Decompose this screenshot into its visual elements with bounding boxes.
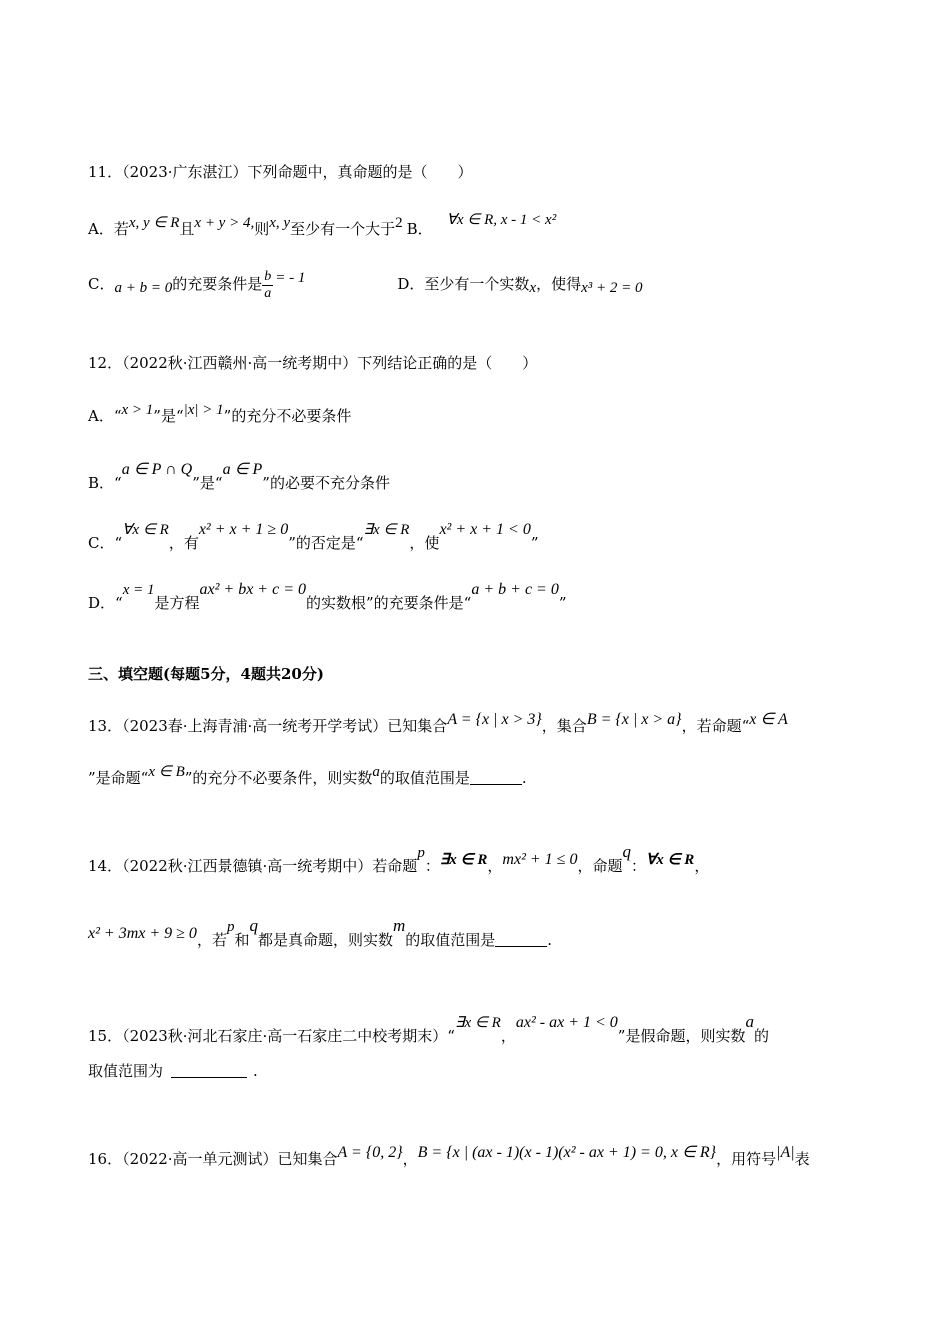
- q11-c-math-2: = - 1: [275, 270, 306, 286]
- q11-a-math-3: x, y: [269, 215, 291, 231]
- q11-a-text-2: 则: [254, 220, 270, 238]
- q12-d-text-1: 是方程: [154, 594, 200, 612]
- q13-math-x-in-a: x ∈ A: [749, 711, 788, 728]
- q15-text-6: .: [253, 1062, 258, 1080]
- q15-answer-blank[interactable]: [171, 1077, 247, 1078]
- q11-a-math-4: 2: [395, 215, 403, 231]
- q11-option-a-label: A．若: [88, 220, 129, 238]
- q16-text-1: 16．（2022·高一单元测试）已知集合: [88, 1150, 338, 1168]
- q12-c-text-4: ”: [530, 534, 539, 552]
- q12-b-math-1: a ∈ P ∩ Q: [121, 461, 193, 478]
- q14-line-2: [88, 916, 858, 950]
- q12-c-text-2: ”的否定是“: [288, 534, 364, 552]
- q12-b-text-1: ”是“: [192, 474, 223, 492]
- q14-text-11: .: [547, 931, 553, 949]
- q12-option-c: [88, 520, 858, 553]
- q15-math-exists: ∃x ∈ R: [454, 1015, 501, 1031]
- q12-c-math-2: x² + x + 1 ≥ 0: [198, 521, 289, 538]
- q12-option-b: [88, 460, 858, 493]
- q12-d-math-2: ax² + bx + c = 0: [199, 581, 306, 598]
- q12-a-math-2: |x| > 1: [183, 402, 224, 418]
- q11-c-denominator: a: [264, 285, 272, 301]
- q12-option-d: [88, 580, 858, 613]
- q14-math-quadratic: x² + 3mx + 9 ≥ 0: [88, 925, 197, 942]
- q14-text-5: ：: [630, 857, 646, 875]
- q13-text-6: 的取值范围是: [379, 769, 470, 787]
- q16-math-card-a: |A|: [776, 1144, 795, 1161]
- q15-text-1: 15．（2023秋·河北石家庄·高一石家庄二中校考期末）“: [88, 1027, 455, 1045]
- q11-d-math-2: x³ + 2 = 0: [581, 280, 643, 296]
- q15-text-2: ，: [500, 1027, 516, 1045]
- q14-text-1: 14．（2022秋·江西景德镇·高一统考期中）若命题: [88, 857, 418, 875]
- q15-line-1: [88, 1012, 858, 1046]
- q12-a-math-1: x > 1: [121, 402, 154, 418]
- q14-answer-blank[interactable]: [495, 946, 547, 947]
- q11-a-text-3: 至少有一个大于: [290, 220, 396, 238]
- q14-math-q: q: [622, 842, 631, 861]
- q12-c-math-4: x² + x + 1 < 0: [439, 521, 531, 538]
- q14-text-3: ，: [487, 857, 503, 875]
- q11-a-math-2: x + y > 4,: [194, 215, 255, 231]
- q13-text-2: ，集合: [541, 717, 587, 735]
- q14-math-p-2: p: [226, 919, 235, 935]
- q14-text-6: ，: [694, 857, 710, 875]
- q11-c-numerator: b: [264, 268, 272, 284]
- q13-text-5: ”的充分不必要条件，则实数: [184, 769, 373, 787]
- q16-text-3: ，用符号: [716, 1150, 777, 1168]
- q14-text-7: ，若: [196, 931, 227, 949]
- q13-math-a: a: [372, 764, 380, 780]
- q14-line-1: [88, 842, 858, 876]
- q13-math-set-b: B = {x | x > a}: [586, 711, 682, 728]
- q13-math-x-in-b: x ∈ B: [148, 764, 185, 780]
- q11-c-math-1: a + b = 0: [114, 280, 173, 296]
- q12-c-text-3: ，使: [409, 534, 440, 552]
- q13-text-3: ，若命题“: [681, 717, 750, 735]
- q12-d-math-3: a + b + c = 0: [471, 581, 559, 598]
- q15-text-4: 的: [753, 1027, 769, 1045]
- q15-line-2: [88, 1061, 858, 1081]
- q16-line-1: [88, 1143, 858, 1169]
- q11-line-cd: [88, 268, 858, 302]
- q12-c-text-1: ，有: [168, 534, 199, 552]
- q14-text-2: ：: [424, 857, 440, 875]
- q13-line-1: [88, 710, 858, 736]
- q12-c-math-3: ∃x ∈ R: [363, 522, 410, 538]
- q14-text-10: 的取值范围是: [405, 931, 496, 949]
- q11-b-math: ∀x ∈ R, x - 1 < x²: [446, 212, 557, 228]
- q15-text-3: ”是假命题，则实数: [617, 1027, 746, 1045]
- q15-math-a: a: [745, 1012, 754, 1031]
- q15-math-inequality: ax² - ax + 1 < 0: [515, 1014, 618, 1031]
- q11-line-ab: [88, 210, 858, 239]
- q14-math-exists: ∃x ∈ R: [439, 852, 488, 868]
- q16-text-2: ，: [402, 1150, 418, 1168]
- q13-line-2: [88, 762, 858, 788]
- q12-c-math-1: ∀x ∈ R: [122, 522, 169, 538]
- q15-text-5: 取值范围为: [88, 1062, 164, 1080]
- q12-b-text-2: ”的必要不充分条件: [262, 474, 390, 492]
- q12-b-math-2: a ∈ P: [222, 461, 263, 478]
- q13-answer-blank[interactable]: [470, 784, 522, 785]
- q14-text-9: 都是真命题，则实数: [257, 931, 393, 949]
- q12-a-text-2: ”的充分不必要条件: [223, 407, 352, 425]
- q14-math-q-2: q: [249, 916, 258, 935]
- q11-d-math-1: x: [529, 280, 537, 296]
- q11-option-d-label: D．至少有一个实数: [397, 275, 530, 293]
- q13-math-set-a: A = {x | x > 3}: [447, 711, 542, 728]
- q12-option-a-label: A．“: [88, 407, 122, 425]
- q14-math-mx2: mx² + 1 ≤ 0: [502, 851, 578, 868]
- q11-a-text-1: 且: [179, 220, 195, 238]
- q13-text-1: 13．（2023春·上海青浦·高一统考开学考试）已知集合: [88, 717, 448, 735]
- q12-a-text-1: ”是“: [153, 407, 184, 425]
- q12-option-d-label: D．“: [88, 594, 123, 612]
- q11-c-fraction: [262, 269, 273, 302]
- q12-stem: 12．（2022秋·江西赣州·高一统考期中）下列结论正确的是（ ）: [88, 354, 538, 372]
- q16-text-4: 表: [794, 1150, 810, 1168]
- section-heading-fill-in: 三、填空题(每题5分，4题共20分): [88, 665, 324, 683]
- q16-math-set-b: B = {x | (ax - 1)(x - 1)(x² - ax + 1) = 0, x ∈ R}: [417, 1144, 717, 1161]
- q11-c-text-1: 的充要条件是: [172, 275, 263, 293]
- q14-math-p: p: [417, 845, 425, 861]
- q12-option-b-label: B．“: [88, 474, 122, 492]
- q12-d-text-3: ”: [558, 594, 567, 612]
- q16-math-set-a: A = {0, 2}: [337, 1144, 403, 1161]
- q14-math-m: m: [392, 916, 406, 935]
- q11-option-c-label: C．: [88, 275, 115, 293]
- q13-text-7: .: [521, 769, 527, 787]
- q11-stem: 11．（2023·广东湛江）下列命题中，真命题的是（ ）: [88, 163, 473, 181]
- q13-text-4: ”是命题“: [88, 769, 149, 787]
- q14-text-4: ，命题: [577, 857, 623, 875]
- q14-text-8: 和: [234, 931, 250, 949]
- q12-d-text-2: 的实数根”的充要条件是“: [306, 594, 472, 612]
- q11-a-math-1: x, y ∈ R: [128, 215, 180, 231]
- q11-option-b-label: B．: [406, 220, 433, 238]
- q11-d-text-1: ，使得: [536, 275, 582, 293]
- q12-option-a: [88, 400, 858, 426]
- q14-math-forall: ∀x ∈ R: [645, 852, 695, 868]
- q12-option-c-label: C．“: [88, 534, 123, 552]
- q12-d-math-1: x = 1: [122, 582, 155, 598]
